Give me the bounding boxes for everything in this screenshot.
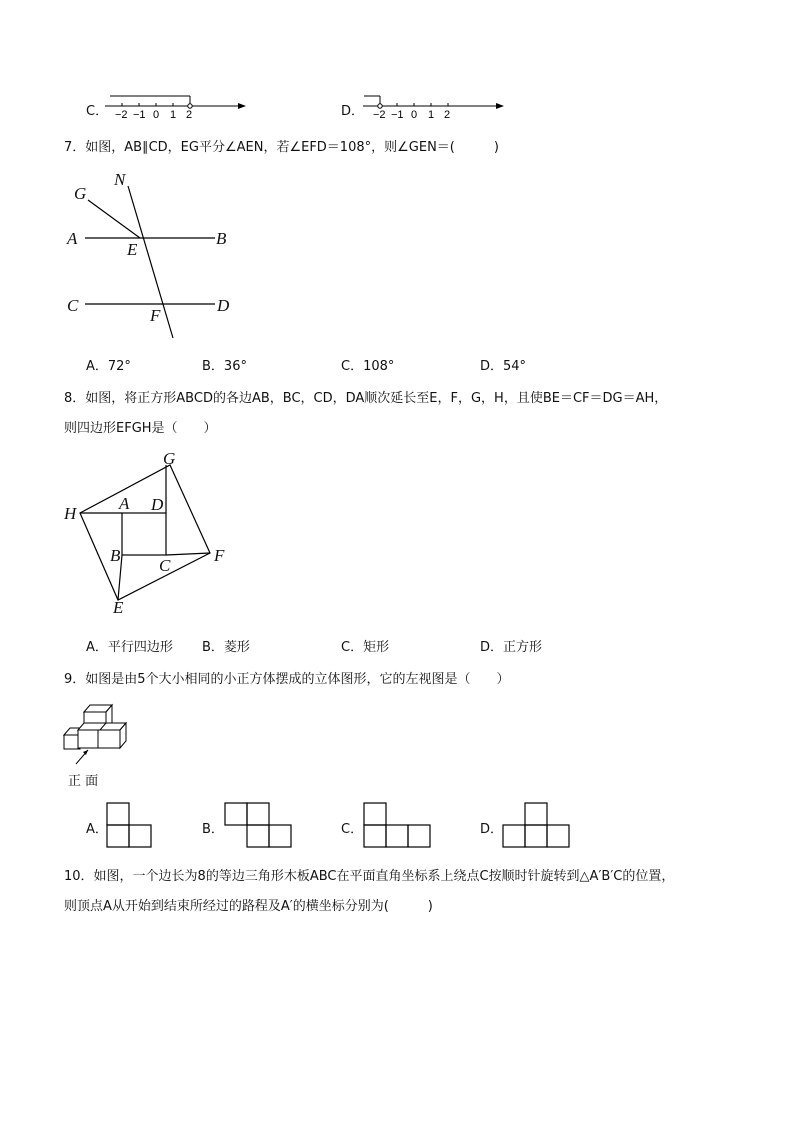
q6-option-d-numberline [358, 88, 508, 122]
q7-text: 如图，AB∥CD，EG平分∠AEN，若∠EFD＝108°，则∠GEN＝( ) [85, 140, 499, 155]
q7-question [64, 136, 499, 155]
q7-option-a[interactable]: A．72° [86, 359, 131, 374]
q8-point-e: E [113, 598, 124, 617]
q8-option-c[interactable]: C．矩形 [341, 640, 390, 655]
q7-number: 7． [64, 140, 86, 155]
q9-option-b[interactable]: B． [202, 822, 224, 837]
q8-question-line1 [64, 387, 667, 406]
q6d-tick-1: −1 [391, 109, 404, 121]
q7-point-f: F [150, 306, 161, 325]
q8-point-h: H [64, 504, 77, 523]
q8-text-line1: 如图，将正方形ABCD的各边AB，BC，CD，DA顺次延长至E，F，G，H，且使BE＝CF＝DG＝AH， [85, 391, 668, 406]
q6-option-c-label: C． [86, 104, 109, 119]
q7-point-b: B [216, 229, 227, 248]
q7-point-d: D [217, 296, 230, 315]
q9-option-c[interactable]: C． [341, 822, 364, 837]
q6c-tick-4: 2 [186, 109, 193, 121]
q9-option-a-view [106, 802, 156, 848]
q8-number: 8． [64, 391, 86, 406]
q8-option-d[interactable]: D．正方形 [480, 640, 543, 655]
q7-point-a: A [67, 229, 78, 248]
q8-text-line2: 则四边形EFGH是（ ） [64, 421, 217, 436]
q10-question-line1 [64, 865, 674, 884]
q7-option-d[interactable]: D．54° [480, 359, 527, 374]
q7-point-g: G [74, 184, 87, 203]
q6c-tick-2: 0 [153, 109, 160, 121]
q8-point-b: B [110, 546, 121, 565]
q6d-tick-3: 1 [428, 109, 435, 121]
q8-point-c: C [159, 556, 171, 575]
q8-option-b[interactable]: B．菱形 [202, 640, 250, 655]
q8-point-d: D [151, 495, 164, 514]
q7-option-b[interactable]: B．36° [202, 359, 247, 374]
q10-text-line2: 则顶点A从开始到结束所经过的路程及A′的横坐标分别为( ) [64, 899, 433, 914]
q7-point-c: C [67, 296, 79, 315]
q9-option-b-view [224, 802, 296, 848]
q9-number: 9． [64, 672, 86, 687]
q7-point-n: N [114, 170, 126, 189]
q6d-tick-4: 2 [444, 109, 451, 121]
q8-point-a: A [119, 494, 130, 513]
q8-option-a[interactable]: A．平行四边形 [86, 640, 173, 655]
q9-option-a[interactable]: A． [86, 822, 108, 837]
q8-point-f: F [214, 546, 225, 565]
q9-text: 如图是由5个大小相同的小正方体摆成的立体图形，它的左视图是（ ） [85, 672, 510, 687]
q6-option-d-label: D． [341, 104, 365, 119]
q9-question [64, 668, 510, 687]
q8-point-g: G [163, 449, 176, 468]
q7-point-e: E [127, 240, 138, 259]
q6d-tick-2: 0 [411, 109, 418, 121]
q6d-tick-0: −2 [373, 109, 386, 121]
q6c-tick-3: 1 [170, 109, 177, 121]
q6c-tick-1: −1 [133, 109, 146, 121]
q8-figure [70, 445, 240, 615]
q9-option-d[interactable]: D． [480, 822, 504, 837]
q6c-tick-0: −2 [115, 109, 128, 121]
q10-number: 10． [64, 869, 94, 884]
q9-cube-figure [62, 700, 142, 770]
q7-option-c[interactable]: C．108° [341, 359, 395, 374]
q9-front-label: 正 面 [68, 774, 99, 789]
q9-option-c-view [363, 802, 435, 848]
q9-option-d-view [502, 802, 574, 848]
q10-text-line1: 如图，一个边长为8的等边三角形木板ABC在平面直角坐标系上绕点C按顺时针旋转到△A′B′C的位置， [93, 869, 675, 884]
q6-option-c-numberline [100, 88, 250, 122]
